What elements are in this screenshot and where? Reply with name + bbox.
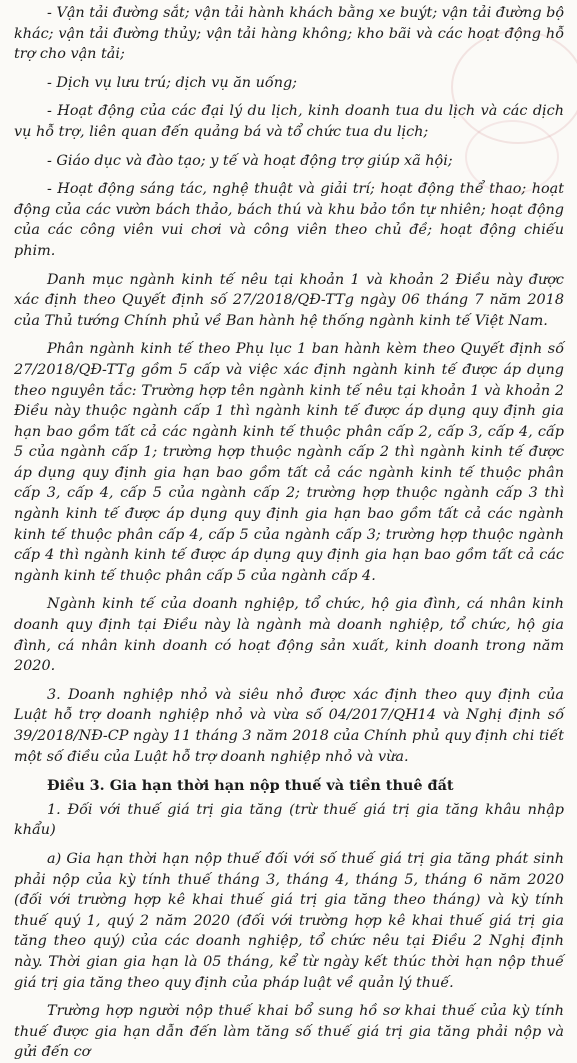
bullet-education-health: - Giáo dục và đào tạo; y tế và hoạt động trợ giúp xã hội; (47, 152, 453, 169)
bullet-transport: - Vận tải đường sắt; vận tải hành khách bằng xe buýt; vận tải đường bộ khác; vận tải đường thủy; vận tải hàng không; kho bãi và các hoạt động hỗ trợ cho vận tải; (14, 5, 564, 63)
paragraph-enterprise-sector: Ngành kinh tế của doanh nghiệp, tổ chức, hộ gia đình, cá nhân kinh doanh quy định tại Điều này là ngành mà doanh nghiệp, tổ chức, hộ gia đình, cá nhân kinh doanh có hoạt động sản xuất, kinh doanh trong năm 2020. (14, 596, 564, 675)
paragraph-supplementary-declaration: Trường hợp người nộp thuế khai bổ sung hồ sơ khai thuế của kỳ tính thuế được gia hạn dẫn đến làm tăng số thuế giá trị gia tăng phải nộp và gửi đến cơ (14, 1003, 564, 1061)
paragraph-sector-classification: Phân ngành kinh tế theo Phụ lục 1 ban hành kèm theo Quyết định số 27/2018/QĐ-TTg gồm 5 cấp và việc xác định ngành kinh tế được áp dụng theo nguyên tắc: Trường hợp tên ngành kinh tế nêu tại khoản 1 và khoản 2 Điều này thuộc ngành cấp 1 thì ngành kinh tế được áp dụng quy định gia hạn bao gồm tất cả các ngành kinh tế thuộc phân cấp 2, cấp 3, cấp 4, cấp 5 của ngành cấp 1; trường hợp thuộc ngành cấp 2 thì ngành kinh tế được áp dụng quy định gia hạn bao gồm tất cả các ngành kinh tế thuộc phân cấp 3, cấp 4, cấp 5 của ngành cấp 2; trường hợp thuộc ngành cấp 3 thì ngành kinh tế được áp dụng quy định gia hạn bao gồm tất cả các ngành kinh tế thuộc phân cấp 4, cấp 5 của ngành cấp 3; trường hợp thuộc ngành cấp 4 thì ngành kinh tế được áp dụng quy định gia hạn bao gồm tất cả các ngành kinh tế thuộc phân cấp 5 của ngành cấp 4. (14, 341, 564, 584)
bullet-accommodation: - Dịch vụ lưu trú; dịch vụ ăn uống; (47, 74, 298, 91)
paragraph-economic-sector-list: Danh mục ngành kinh tế nêu tại khoản 1 và khoản 2 Điều này được xác định theo Quyết định số 27/2018/QĐ-TTg ngày 06 tháng 7 năm 2018 của Thủ tướng Chính phủ về Ban hành hệ thống ngành kinh tế Việt Nam. (14, 271, 564, 329)
paragraph-small-enterprises: 3. Doanh nghiệp nhỏ và siêu nhỏ được xác định theo quy định của Luật hỗ trợ doanh nghiệp nhỏ và vừa số 04/2017/QH14 và Nghị định số 39/2018/NĐ-CP ngày 11 tháng 3 năm 2018 của Chính phủ quy định chi tiết một số điều của Luật hỗ trợ doanh nghiệp nhỏ và vừa. (14, 686, 564, 765)
item-1-vat: 1. Đối với thuế giá trị gia tăng (trừ thuế giá trị gia tăng khâu nhập khẩu) (14, 801, 564, 839)
item-a-vat-extension: a) Gia hạn thời hạn nộp thuế đối với số thuế giá trị gia tăng phát sinh phải nộp của kỳ tính thuế tháng 3, tháng 4, tháng 5, tháng 6 năm 2020 (đối với trường hợp kê khai thuế giá trị gia tăng theo tháng) và kỳ tính thuế quý 1, quý 2 năm 2020 (đối với trường hợp kê khai thuế giá trị gia tăng theo quý) của các doanh nghiệp, tổ chức nêu tại Điều 2 Nghị định này. Thời gian gia hạn là 05 tháng, kể từ ngày kết thúc thời hạn nộp thuế giá trị gia tăng theo quy định của pháp luật về quản lý thuế. (14, 850, 564, 991)
bullet-arts-entertainment: - Hoạt động sáng tác, nghệ thuật và giải trí; hoạt động thể thao; hoạt động của các vườn bách thảo, bách thú và khu bảo tồn tự nhiên; hoạt động của các công viên vui chơi và công viên theo chủ đề; hoạt động chiếu phim. (14, 181, 564, 259)
article-3-heading: Điều 3. Gia hạn thời hạn nộp thuế và tiền thuê đất (47, 777, 454, 795)
bullet-travel-agencies: - Hoạt động của các đại lý du lịch, kinh doanh tua du lịch và các dịch vụ hỗ trợ, liên quan đến quảng bá và tổ chức tua du lịch; (14, 103, 564, 140)
